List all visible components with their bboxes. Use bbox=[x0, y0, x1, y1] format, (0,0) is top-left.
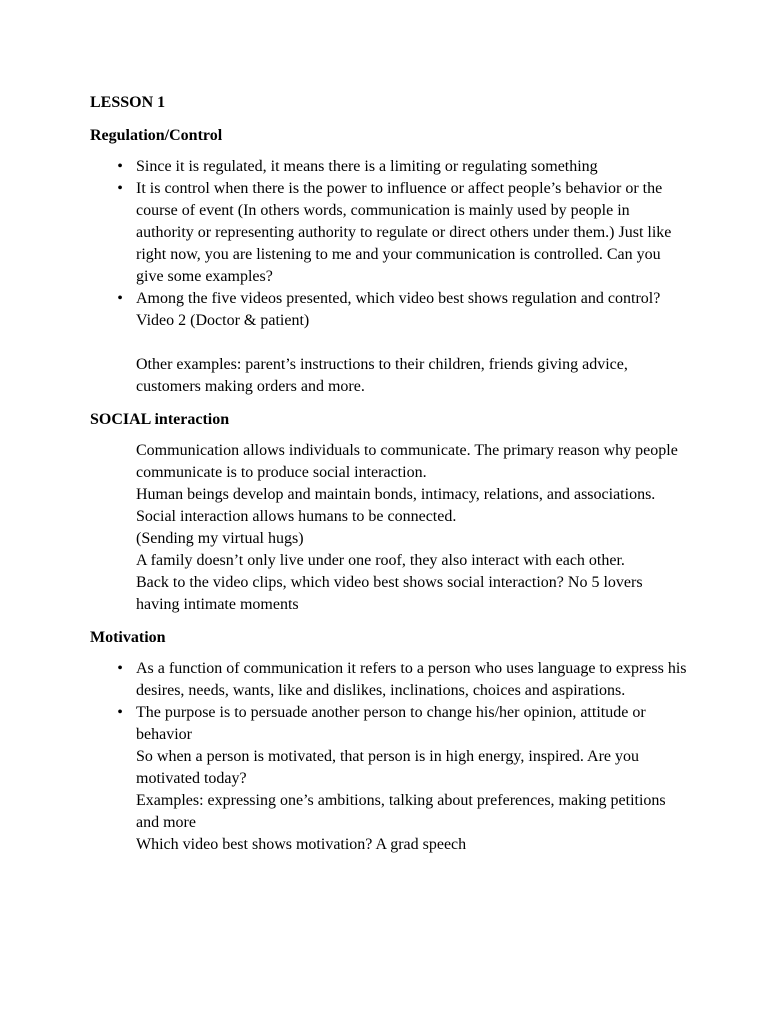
bullet-icon: • bbox=[117, 180, 123, 197]
bullet-icon: • bbox=[117, 158, 123, 175]
blank-line bbox=[90, 332, 690, 354]
bullet-icon: • bbox=[117, 290, 123, 307]
motivation-bullet-list bbox=[90, 658, 690, 746]
motivation-paragraph: Examples: expressing one’s ambitions, talking about preferences, making petitions and more bbox=[136, 792, 666, 831]
social-paragraph: Human beings develop and maintain bonds, intimacy, relations, and associations. Social interaction allows humans to be connected. bbox=[136, 486, 656, 525]
social-paragraph: A family doesn’t only live under one roof, they also interact with each other. bbox=[136, 552, 625, 569]
motivation-bullet-text: The purpose is to persuade another person to change his/her opinion, attitude or behavior bbox=[136, 704, 646, 743]
motivation-bullet-text: As a function of communication it refers to a person who uses language to express his desires, needs, wants, like and dislikes, inclinations, choices and aspirations. bbox=[136, 660, 687, 699]
list-item bbox=[90, 702, 690, 746]
social-paragraph: (Sending my virtual hugs) bbox=[136, 530, 304, 547]
motivation-paragraph: Which video best shows motivation? A grad speech bbox=[136, 836, 467, 853]
list-item bbox=[90, 178, 690, 288]
motivation-heading: Motivation bbox=[90, 629, 166, 646]
social-heading: SOCIAL interaction bbox=[90, 411, 230, 428]
section-gap bbox=[90, 398, 690, 409]
regulation-bullet-text: It is control when there is the power to influence or affect people’s behavior or the course of event (In others words, communication is mainly used by people in authority or representing authority to regulate or direct others under them.) Just like right now, you are listening to me and your communication is controlled. Can you give some examples? bbox=[136, 180, 672, 285]
bullet-icon: • bbox=[117, 704, 123, 721]
regulation-bullet-text: Among the five videos presented, which video best shows regulation and control? Video 2 (Doctor & patient) bbox=[136, 290, 661, 329]
regulation-other-examples: Other examples: parent’s instructions to their children, friends giving advice, customers making orders and more. bbox=[136, 356, 628, 395]
social-paragraph: Back to the video clips, which video best shows social interaction? No 5 lovers having intimate moments bbox=[136, 574, 643, 613]
document-content bbox=[90, 92, 690, 856]
social-paragraph: Communication allows individuals to communicate. The primary reason why people communicate is to produce social interaction. bbox=[136, 442, 678, 481]
lesson-title: LESSON 1 bbox=[90, 94, 166, 111]
list-item bbox=[90, 156, 690, 178]
motivation-paragraph: So when a person is motivated, that person is in high energy, inspired. Are you motivated today? bbox=[136, 748, 640, 787]
regulation-bullet-list bbox=[90, 156, 690, 332]
list-item bbox=[90, 658, 690, 702]
section-gap bbox=[90, 616, 690, 627]
regulation-bullet-text: Since it is regulated, it means there is a limiting or regulating something bbox=[136, 158, 598, 175]
list-item bbox=[90, 288, 690, 332]
regulation-heading: Regulation/Control bbox=[90, 127, 223, 144]
bullet-icon: • bbox=[117, 660, 123, 677]
